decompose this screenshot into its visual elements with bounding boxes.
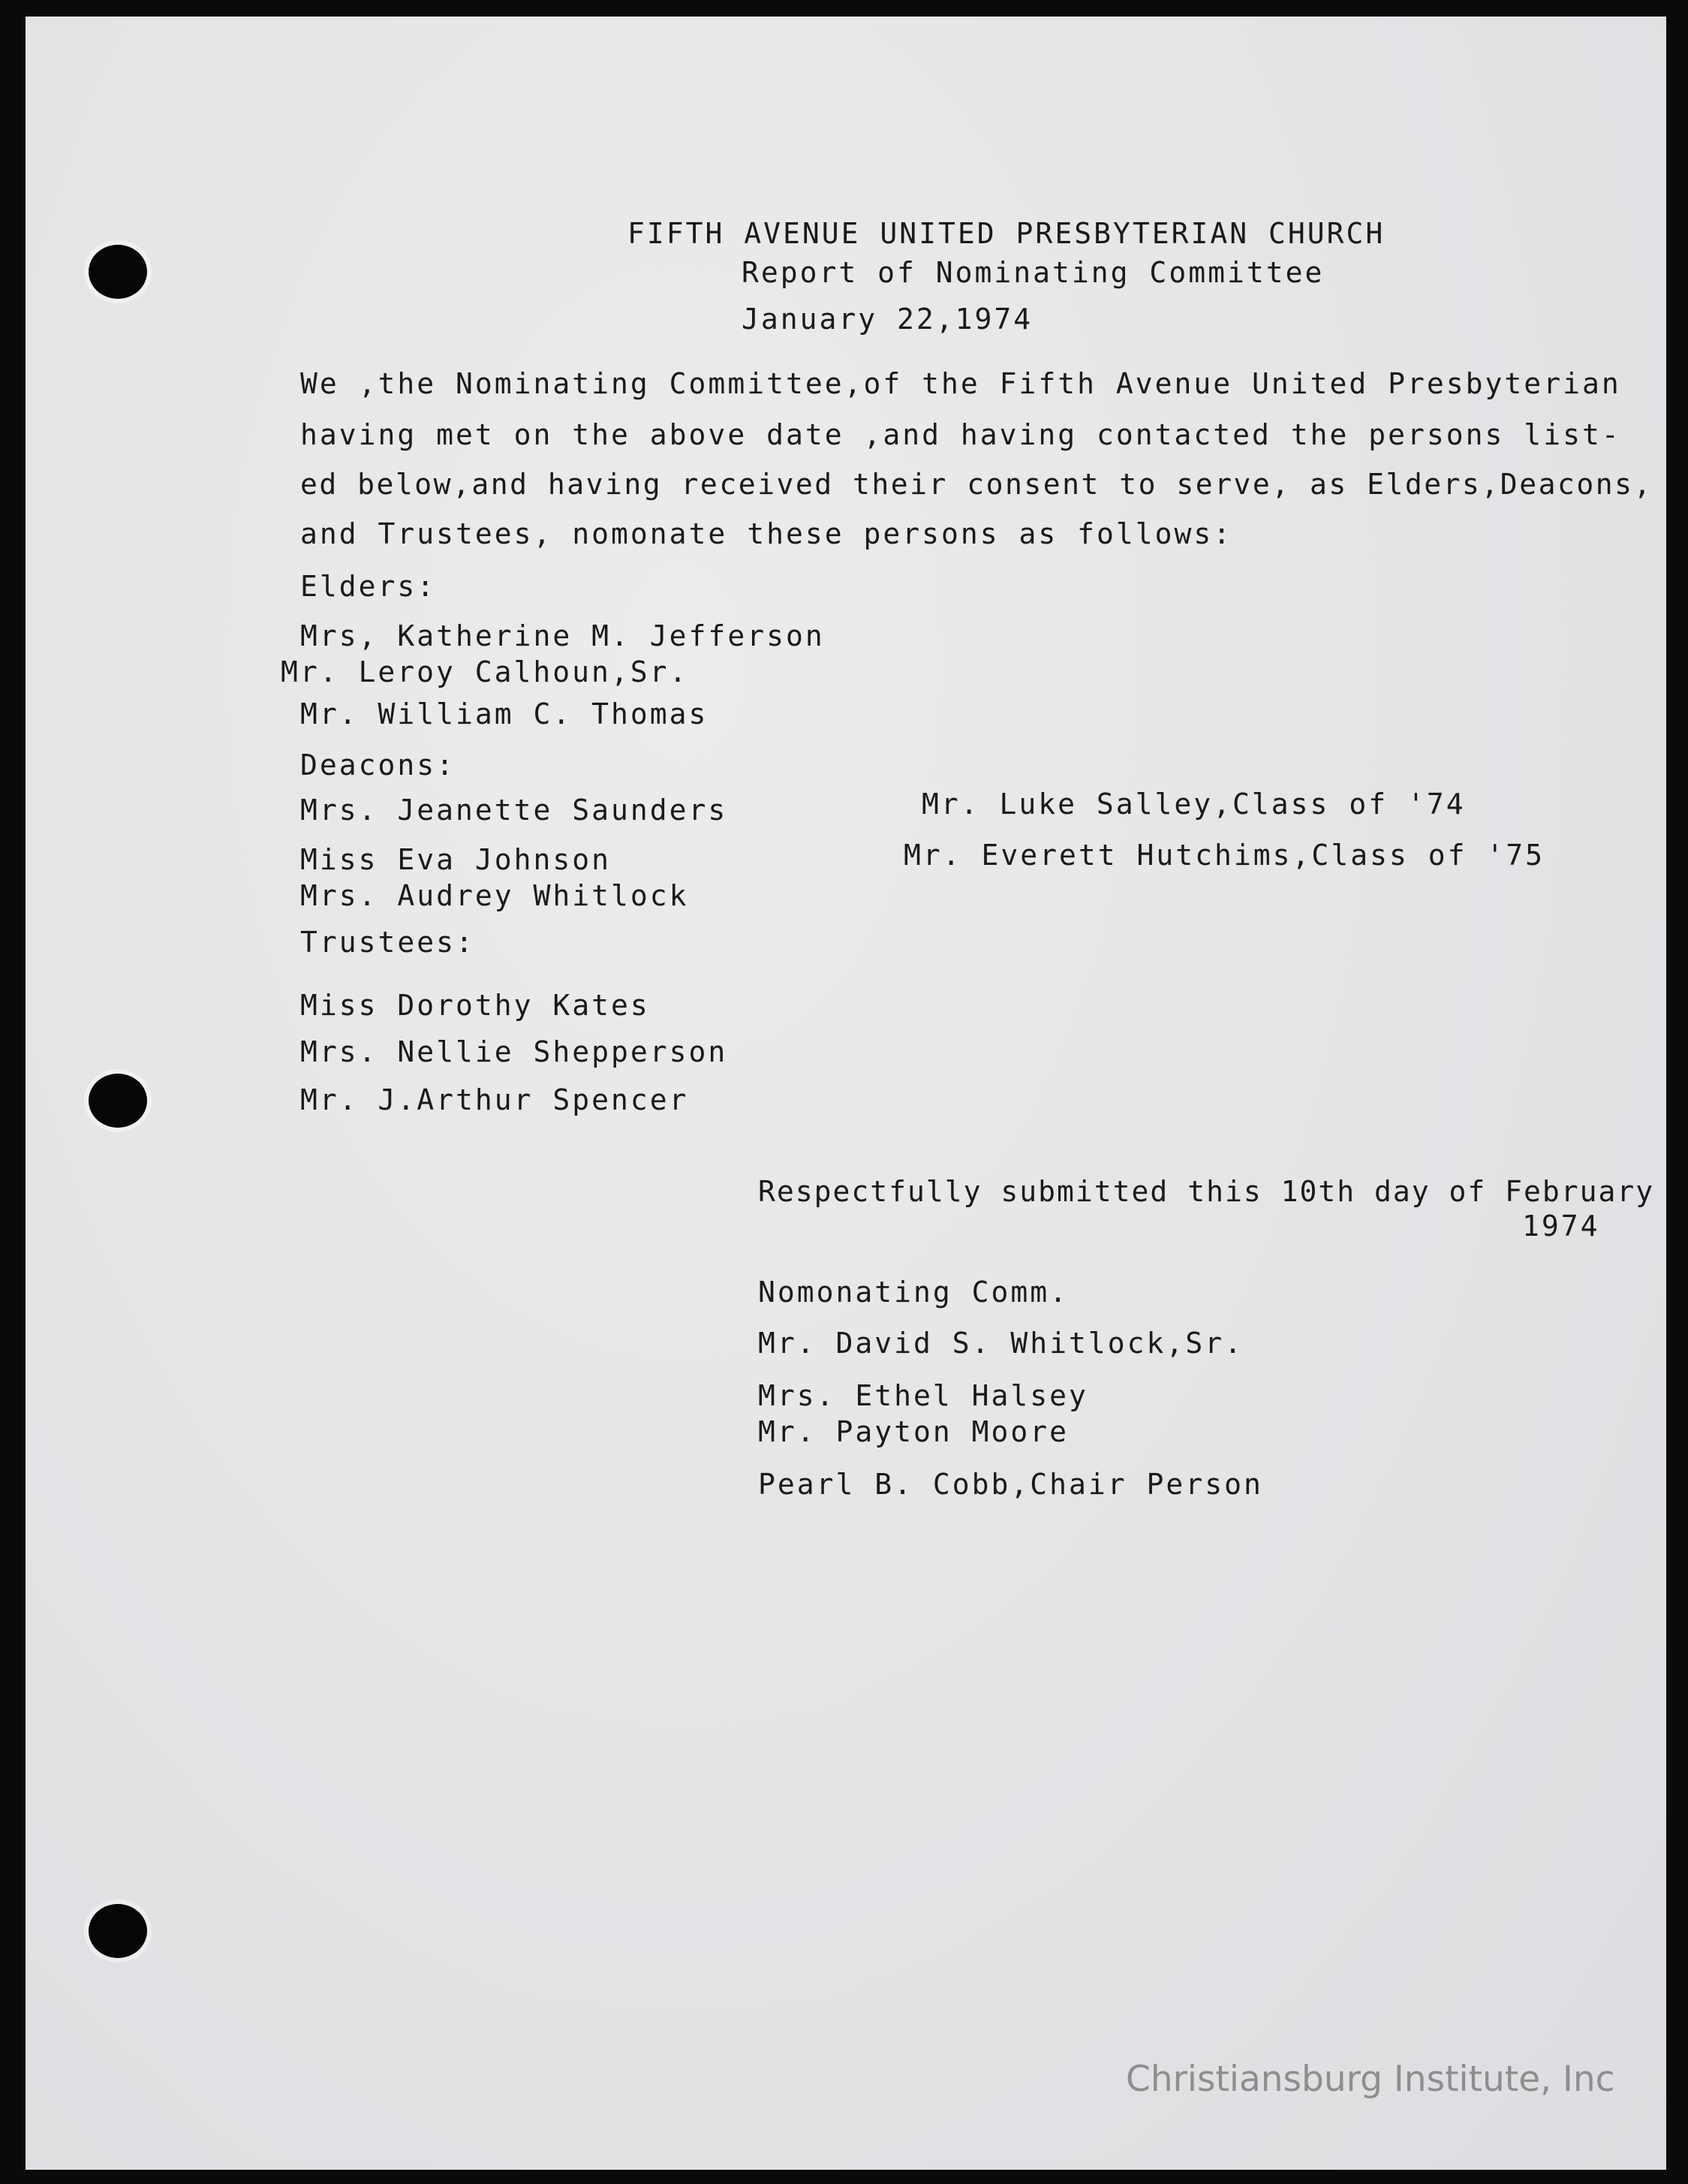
report-date: January 22,1974 — [742, 303, 1034, 336]
punch-hole-bottom — [89, 1904, 147, 1958]
committee-member: Mr. David S. Whitlock,Sr. — [758, 1327, 1244, 1360]
submission-year: 1974 — [1522, 1209, 1600, 1243]
document-page — [26, 17, 1666, 2170]
trustee-name: Mr. J.Arthur Spencer — [300, 1083, 689, 1116]
punch-hole-middle — [89, 1074, 147, 1128]
committee-member: Mr. Payton Moore — [758, 1415, 1070, 1448]
elders-heading: Elders: — [300, 570, 437, 603]
submission-statement: Respectfully submitted this 10th day of February — [758, 1175, 1655, 1208]
elder-name: Mr. William C. Thomas — [300, 697, 709, 731]
committee-label: Nomonating Comm. — [758, 1276, 1070, 1309]
trustee-name: Mrs. Nellie Shepperson — [300, 1035, 728, 1068]
church-title: FIFTH AVENUE UNITED PRESBYTERIAN CHURCH — [627, 217, 1386, 250]
intro-line-1: We ,the Nominating Committee,of the Fifth Avenue United Presbyterian — [300, 367, 1621, 400]
trustee-name: Miss Dorothy Kates — [300, 989, 650, 1022]
punch-hole-top — [89, 245, 147, 299]
intro-line-3: ed below,and having received their consent to serve, as Elders,Deacons, — [300, 468, 1653, 501]
deacon-name: Mrs. Audrey Whitlock — [300, 879, 689, 912]
committee-chair: Pearl B. Cobb,Chair Person — [758, 1468, 1263, 1501]
deacon-name-right: Mr. Everett Hutchims,Class of '75 — [904, 839, 1545, 872]
elder-name: Mr. Leroy Calhoun,Sr. — [281, 655, 689, 688]
trustees-heading: Trustees: — [300, 926, 475, 959]
intro-line-4: and Trustees, nomonate these persons as follows: — [300, 517, 1233, 550]
deacon-name: Mrs. Jeanette Saunders — [300, 794, 728, 827]
deacons-heading: Deacons: — [300, 749, 456, 782]
deacon-name-right: Mr. Luke Salley,Class of '74 — [922, 788, 1466, 821]
elder-name: Mrs, Katherine M. Jefferson — [300, 619, 825, 652]
deacon-name: Miss Eva Johnson — [300, 843, 612, 876]
report-subtitle: Report of Nominating Committee — [742, 256, 1325, 289]
committee-member: Mrs. Ethel Halsey — [758, 1379, 1088, 1412]
watermark: Christiansburg Institute, Inc — [1126, 2059, 1615, 2100]
intro-line-2: having met on the above date ,and having contacted the persons list- — [300, 418, 1621, 451]
